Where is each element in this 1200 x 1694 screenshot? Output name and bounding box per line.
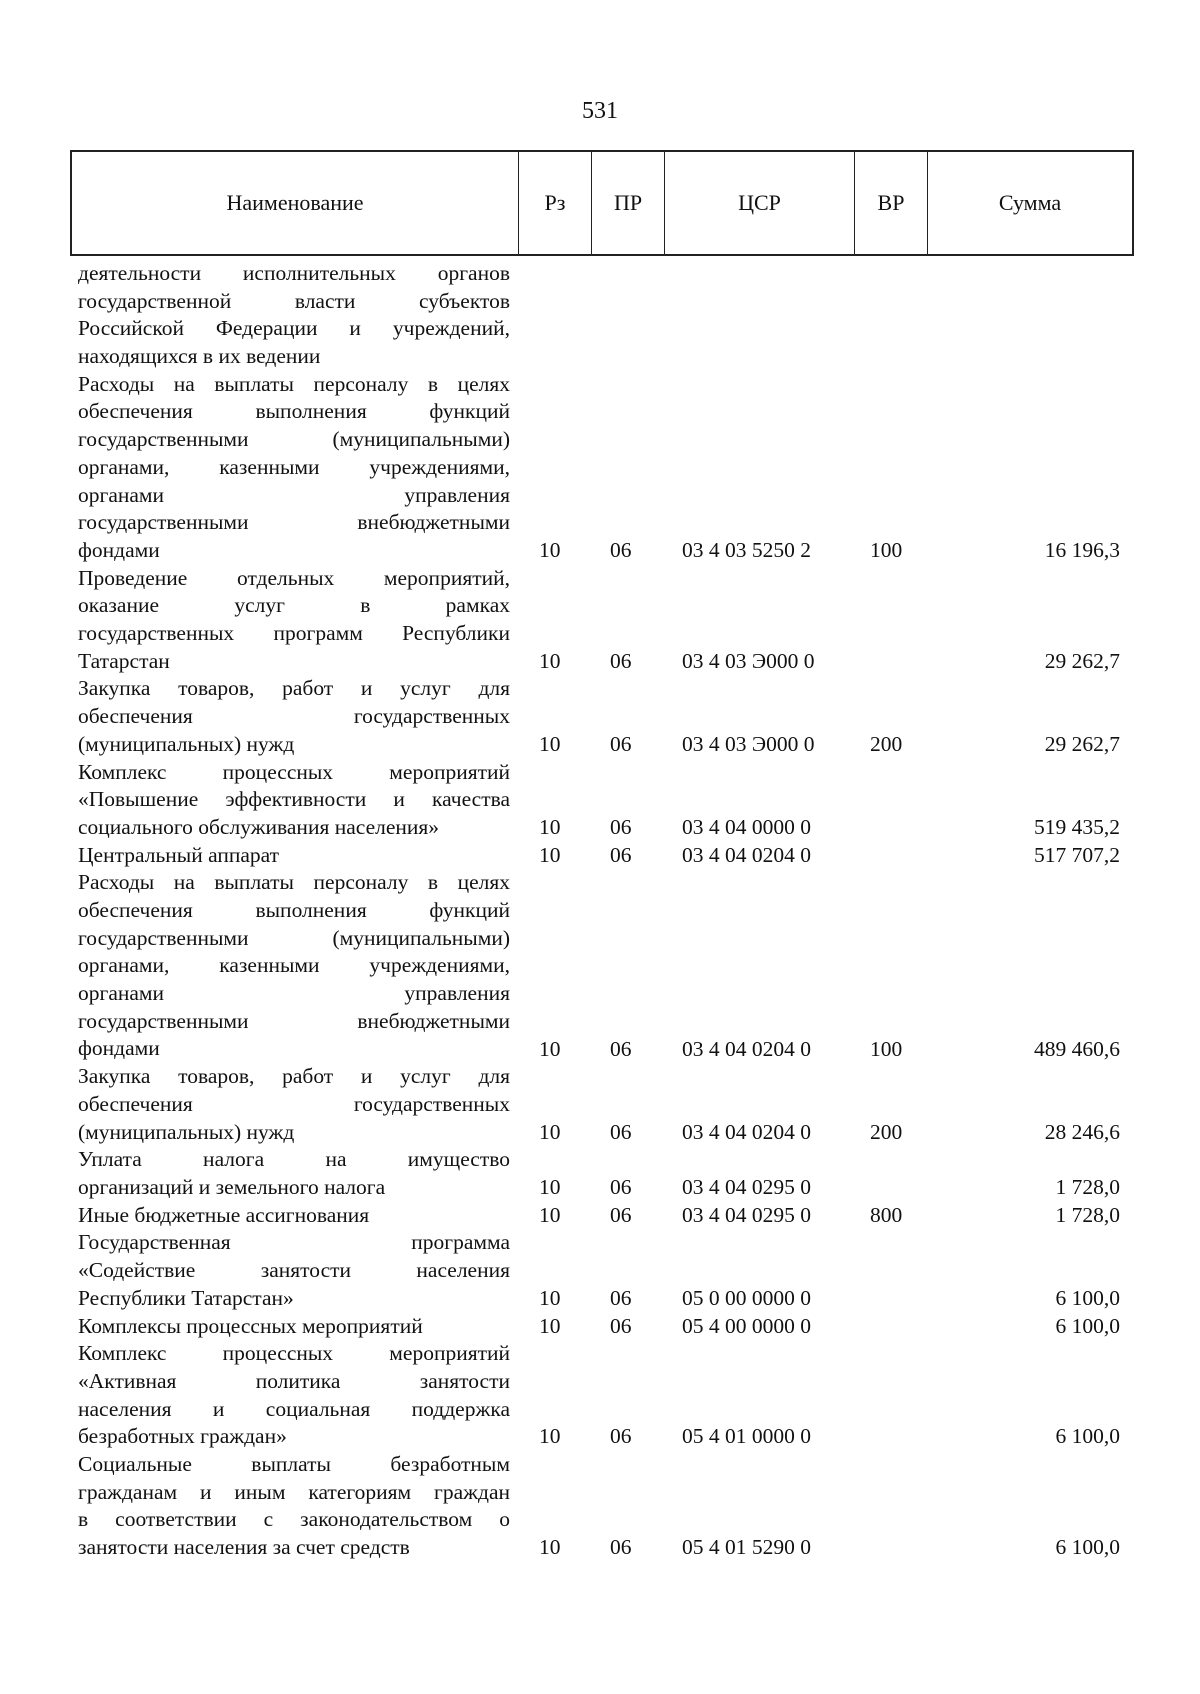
row-name-line: Социальные выплаты безработным [78,1452,510,1476]
row-csr: 05 4 01 0000 0 [682,1424,811,1449]
table-row [0,1313,1200,1341]
row-vr: 200 [870,731,903,756]
row-name [78,869,510,1063]
row-name [78,371,510,565]
row-name [78,1313,510,1341]
row-name [78,842,510,870]
row-name-line: государственными внебюджетными [78,1008,510,1033]
row-pr: 06 [610,1313,632,1338]
row-name-line: в соответствии с законодательством о [78,1507,510,1532]
row-name-line: организаций и земельного налога [78,1175,386,1200]
row-name-line: социального обслуживания населения» [78,814,440,839]
row-csr: 03 4 04 0295 0 [682,1202,811,1227]
row-name-line: Комплекс процессных мероприятий [78,759,510,784]
row-name-line: органами, казенными учреждениями, [78,953,510,978]
row-sum: 519 435,2 [1034,814,1120,839]
row-vr: 100 [870,538,903,562]
row-csr: 03 4 04 0204 0 [682,1036,811,1061]
row-rz: 10 [539,731,561,756]
row-sum: 6 100,0 [1055,1285,1120,1310]
row-name-line: занятости населения за счет средств [78,1535,410,1560]
row-pr: 06 [610,1175,632,1200]
row-pr: 06 [610,1202,632,1227]
row-name-line: Комплексы процессных мероприятий [78,1313,423,1338]
row-name-line: «Повышение эффективности и качества [78,787,510,812]
row-csr: 05 4 01 5290 0 [682,1535,811,1560]
row-name-line: органами, казенными учреждениями, [78,454,510,479]
row-name [78,1202,510,1230]
row-name-line: фондами [78,1036,160,1061]
row-pr: 06 [610,648,632,673]
row-vr: 200 [870,1119,903,1144]
table-row [0,1229,1200,1312]
header-vr: ВР [855,152,928,254]
table-row [0,675,1200,758]
row-name [78,759,510,842]
row-sum: 517 707,2 [1034,842,1120,867]
row-name-line: фондами [78,537,160,562]
table-row [0,842,1200,870]
row-name-line: безработных граждан» [78,1424,287,1449]
row-name [78,565,510,676]
table-body [0,260,1200,1562]
row-rz: 10 [539,1313,561,1338]
row-name-line: Республики Татарстан» [78,1285,294,1310]
header-name: Наименование [72,152,519,254]
row-name-line: населения и социальная поддержка [78,1396,510,1421]
row-rz: 10 [539,842,561,867]
row-name-line: оказание услуг в рамках [78,593,510,618]
row-csr: 03 4 04 0295 0 [682,1175,811,1200]
header-csr: ЦСР [665,152,855,254]
row-name-line: обеспечения государственных [78,704,510,729]
row-name-line: (муниципальных) нужд [78,731,295,756]
row-pr: 06 [610,1424,632,1449]
row-pr: 06 [610,1285,632,1310]
row-sum: 1 728,0 [1055,1202,1120,1227]
row-rz: 10 [539,1202,561,1227]
row-pr: 06 [610,731,632,756]
table-row [0,371,1200,565]
row-name-line: Закупка товаров, работ и услуг для [78,676,510,701]
row-vr: 800 [870,1202,903,1227]
row-name [78,260,510,371]
row-name-line: государственными (муниципальными) [78,925,510,950]
row-pr: 06 [610,814,632,839]
row-name [78,1063,510,1146]
table-row [0,1451,1200,1562]
row-name-line: обеспечения государственных [78,1091,510,1116]
row-rz: 10 [539,538,561,562]
row-sum: 1 728,0 [1055,1175,1120,1200]
row-csr: 03 4 03 Э000 0 [682,648,815,673]
row-name [78,1146,510,1201]
row-rz: 10 [539,1535,561,1560]
row-csr: 03 4 03 5250 2 [682,538,811,562]
row-sum: 6 100,0 [1055,1313,1120,1338]
row-rz: 10 [539,814,561,839]
row-sum: 489 460,6 [1034,1036,1120,1061]
row-sum: 6 100,0 [1055,1424,1120,1449]
row-csr: 03 4 04 0204 0 [682,1119,811,1144]
row-rz: 10 [539,1175,561,1200]
table-row [0,1340,1200,1451]
row-name-line: государственных программ Республики [78,621,510,646]
row-rz: 10 [539,1036,561,1061]
table-row [0,869,1200,1063]
row-name-line: гражданам и иным категориям граждан [78,1479,510,1504]
row-sum: 29 262,7 [1044,648,1120,673]
row-pr: 06 [610,538,632,562]
row-csr: 05 4 00 0000 0 [682,1313,811,1338]
row-name [78,675,510,758]
table-row [0,1146,1200,1201]
header-rz: Рз [519,152,592,254]
row-name-line: Российской Федерации и учреждений, [78,316,510,341]
row-name-line: государственной власти субъектов [78,288,510,313]
row-pr: 06 [610,1119,632,1144]
row-name-line: «Содействие занятости населения [78,1258,510,1283]
table-row [0,1202,1200,1230]
table-row [0,565,1200,676]
row-name-line: обеспечения выполнения функций [78,399,510,424]
row-name-line: государственными внебюджетными [78,510,510,535]
row-csr: 03 4 04 0204 0 [682,842,811,867]
row-name-line: государственными (муниципальными) [78,427,510,452]
header-pr: ПР [592,152,665,254]
row-rz: 10 [539,1119,561,1144]
row-csr: 03 4 03 Э000 0 [682,731,815,756]
row-name-line: Комплекс процессных мероприятий [78,1341,510,1366]
row-pr: 06 [610,1036,632,1061]
row-name-line: Татарстан [78,648,170,673]
row-sum: 16 196,3 [1044,538,1120,562]
row-csr: 03 4 04 0000 0 [682,814,811,839]
row-pr: 06 [610,1535,632,1560]
row-name-line: Расходы на выплаты персоналу в целях [78,870,510,895]
row-name-line: Расходы на выплаты персоналу в целях [78,371,510,396]
row-name-line: органами управления [78,981,510,1006]
row-rz: 10 [539,648,561,673]
row-name-line: обеспечения выполнения функций [78,898,510,923]
row-name-line: «Активная политика занятости [78,1368,510,1393]
row-name-line: деятельности исполнительных органов [78,261,510,285]
row-sum: 28 246,6 [1044,1119,1120,1144]
row-name [78,1229,510,1312]
row-sum: 29 262,7 [1044,731,1120,756]
header-sum: Сумма [998,190,1062,215]
table-row [0,1063,1200,1146]
table-row [0,260,1200,371]
row-rz: 10 [539,1424,561,1449]
row-pr: 06 [610,842,632,867]
row-rz: 10 [539,1285,561,1310]
row-name [78,1340,510,1451]
row-name-line: Центральный аппарат [78,842,280,867]
row-name [78,1451,510,1562]
row-vr: 100 [870,1036,903,1061]
row-name-line: Уплата налога на имущество [78,1147,510,1172]
row-csr: 05 0 00 0000 0 [682,1285,811,1310]
row-name-line: Государственная программа [78,1230,510,1255]
row-name-line: Проведение отдельных мероприятий, [78,565,510,590]
row-name-line: (муниципальных) нужд [78,1119,295,1144]
table-row [0,759,1200,842]
table-header [70,150,1134,256]
row-name-line: находящихся в их ведении [78,344,321,369]
row-name-line: органами управления [78,482,510,507]
row-name-line: Закупка товаров, работ и услуг для [78,1064,510,1089]
row-sum: 6 100,0 [1055,1535,1120,1560]
row-name-line: Иные бюджетные ассигнования [78,1202,370,1227]
page-number: 531 [582,98,618,124]
